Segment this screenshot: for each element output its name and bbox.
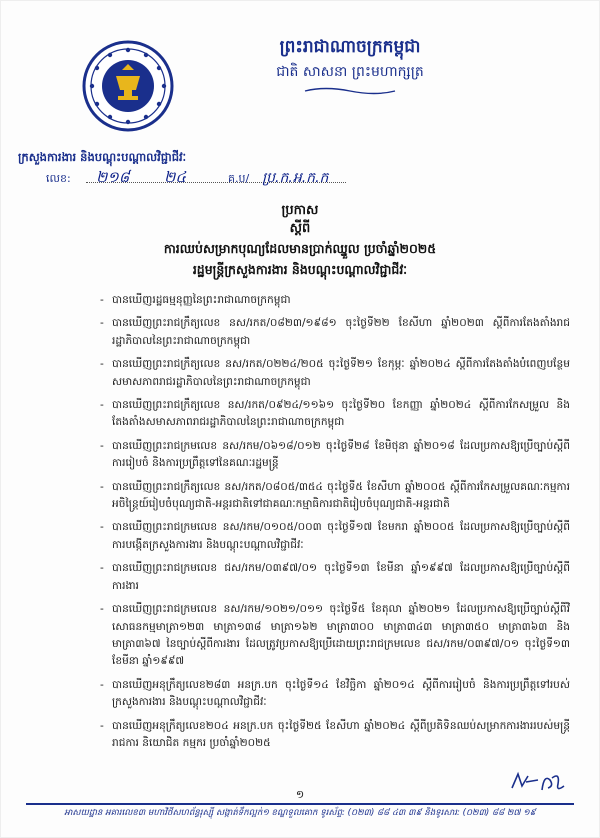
list-item: - បានឃើញព្រះរាជក្រឹត្យលេខ នស/រកត/០២២៤/២០៥ ចុះថ្ងៃទី២១ ខែកុម្ភៈ ឆ្នាំ២០២៤ ស្តីពីការតែងតាំងបំពេញបន្ថែមសមាសភាពរាជរដ្ឋាភិបាលនៃព្រះរាជាណាចក្រកម្ពុជា [100,356,570,391]
footer-address: អាសយដ្ឋាន អគារលេខ៣ មហាវិថីសហព័ន្ធរុស្ស៊ី សង្កាត់ទឹកល្អក់១ ខណ្ឌទួលគោក ទូរស័ព្ទ: (០២៣) ៨៨ ៤៣ ៣៩ និងទូរសារ: (០២៣) ៨៨ ២៧ ១៩ [64,808,536,818]
list-item: - បានឃើញព្រះរាជក្រមលេខ នស/រកម/១០២១/០១១ ចុះថ្ងៃទី៥ ខែតុលា ឆ្នាំ២០២១ ដែលប្រកាសឱ្យប្រើច្បាប់ស្តីពីវិសោធនកម្មមាត្រា១២៣ មាត្រា១៣៨ មាត្រា១៦២ មាត្រា៣០០ មាត្រា៣៤៣ មាត្រា៣៥០ មាត្រា៣៦៣ និងមាត្រា៣៦៧ នៃច្បាប់ស្តីពីការងារ ដែលត្រូវប្រកាសឱ្យប្រើដោយព្រះរាជក្រមលេខ ជស/រកម/០៣៩៧/០១ ចុះថ្ងៃទី១៣ ខែមីនា ឆ្នាំ១៩៩៧ [100,601,570,671]
reference-line [46,168,356,188]
list-item: - បានឃើញព្រះរាជក្រមលេខ ជស/រកម/០៣៩៧/០១ ចុះថ្ងៃទី១៣ ខែមីនា ឆ្នាំ១៩៩៧ ដែលប្រកាសឱ្យប្រើច្បាប់ស្តីពីការងារ [100,560,570,595]
ref-number: ២១៨ [96,168,130,186]
list-item: - បានឃើញរដ្ឋធម្មនុញ្ញនៃព្រះរាជាណាចក្រកម្ពុជា [100,292,570,309]
legal-references-list [100,292,570,758]
kingdom-heading: ព្រះរាជាណាចក្រកម្ពុជា [279,37,421,57]
list-item: - បានឃើញព្រះរាជក្រមលេខ នស/រកម/០១០៥/០០៣ ចុះថ្ងៃទី១៧ ខែមករា ឆ្នាំ២០០៥ ដែលប្រកាសឱ្យប្រើច្បាប់ស្តីពីការបង្កើតក្រសួងការងារ និងបណ្តុះបណ្តាលវិជ្ជាជីវៈ [100,519,570,554]
list-item: - បានឃើញព្រះរាជក្រមលេខ នស/រកម/០៦១៨/០១២ ចុះថ្ងៃទី២៨ ខែមិថុនា ឆ្នាំ២០១៨ ដែលប្រកាសឱ្យប្រើច្បាប់ស្តីពីការរៀបចំ និងការប្រព្រឹត្តទៅនៃគណៈរដ្ឋមន្ត្រី [100,438,570,473]
national-motto: ជាតិ សាសនា ព្រះមហាក្សត្រ [276,64,424,80]
list-item: - បានឃើញអនុក្រឹត្យលេខ២០៤ អនក្រ.បក ចុះថ្ងៃទី២៥ ខែសីហា ឆ្នាំ២០២៤ ស្តីពីប្រតិទិនឈប់សម្រាកការងាររបស់មន្ត្រីរាជការ និយោជិត កម្មករ ប្រចាំឆ្នាំ២០២៥ [100,718,570,753]
about-label: ស្តីពី [289,221,311,236]
ref-label: លេខ: [46,172,71,185]
page-number: ១ [295,788,305,801]
document-type-title: ប្រកាស [281,203,319,218]
ref-code: ប្រ.ក.អ.ក.ក [262,170,329,186]
list-item: - បានឃើញព្រះរាជក្រឹត្យលេខ នស/រកត/០៩២៤/១១៦១ ចុះថ្ងៃទី២០ ខែកញ្ញា ឆ្នាំ២០២៤ ស្តីពីការកែសម្រួល និងតែងតាំងសមាសភាពរាជរដ្ឋាភិបាលនៃព្រះរាជាណាចក្រកម្ពុជា [100,397,570,432]
list-item: - បានឃើញព្រះរាជក្រឹត្យលេខ នស/រកត/០៨២៣/១៩៨១ ចុះថ្ងៃទី២២ ខែសីហា ឆ្នាំ២០២៣ ស្តីពីការតែងតាំងរាជរដ្ឋាភិបាលនៃព្រះរាជាណាចក្រកម្ពុជា [100,315,570,350]
ministry-seal-logo [82,40,174,132]
list-item: - បានឃើញអនុក្រឹត្យលេខ២៨៣ អនក្រ.បក ចុះថ្ងៃទី១៤ ខែវិច្ឆិកា ឆ្នាំ២០១៤ ស្តីពីការរៀបចំ និងការប្រព្រឹត្តទៅរបស់ក្រសួងការងារ និងបណ្តុះបណ្តាលវិជ្ជាជីវៈ [100,677,570,712]
ref-kb-label: គ.ប/ [228,172,250,185]
issuing-authority: រដ្ឋមន្ត្រីក្រសួងការងារ និងបណ្តុះបណ្តាលវិជ្ជាជីវៈ [192,262,408,277]
footer-rule [26,803,574,805]
motto-ornament [300,86,400,96]
list-item: - បានឃើញព្រះរាជក្រឹត្យលេខ នស/រកត/០៨០៥/៣៥៤ ចុះថ្ងៃទី៥ ខែសីហា ឆ្នាំ២០០៥ ស្តីពីការកែសម្រួលគណៈកម្មការអចិន្ត្រៃយ៍រៀបចំបុណ្យជាតិ-អន្តរជាតិទៅជាគណៈកម្មាធិការជាតិរៀបចំបុណ្យជាតិ-អន្តរជាតិ [100,479,570,514]
ref-year: ២៤ [164,168,186,186]
ministry-name: ក្រសួងការងារ និងបណ្តុះបណ្តាលវិជ្ជាជីវៈ [18,150,187,164]
document-subject: ការឈប់សម្រាកបុណ្យដែលមានប្រាក់ឈ្នួល ប្រចាំឆ្នាំ២០២៥ [163,241,437,256]
